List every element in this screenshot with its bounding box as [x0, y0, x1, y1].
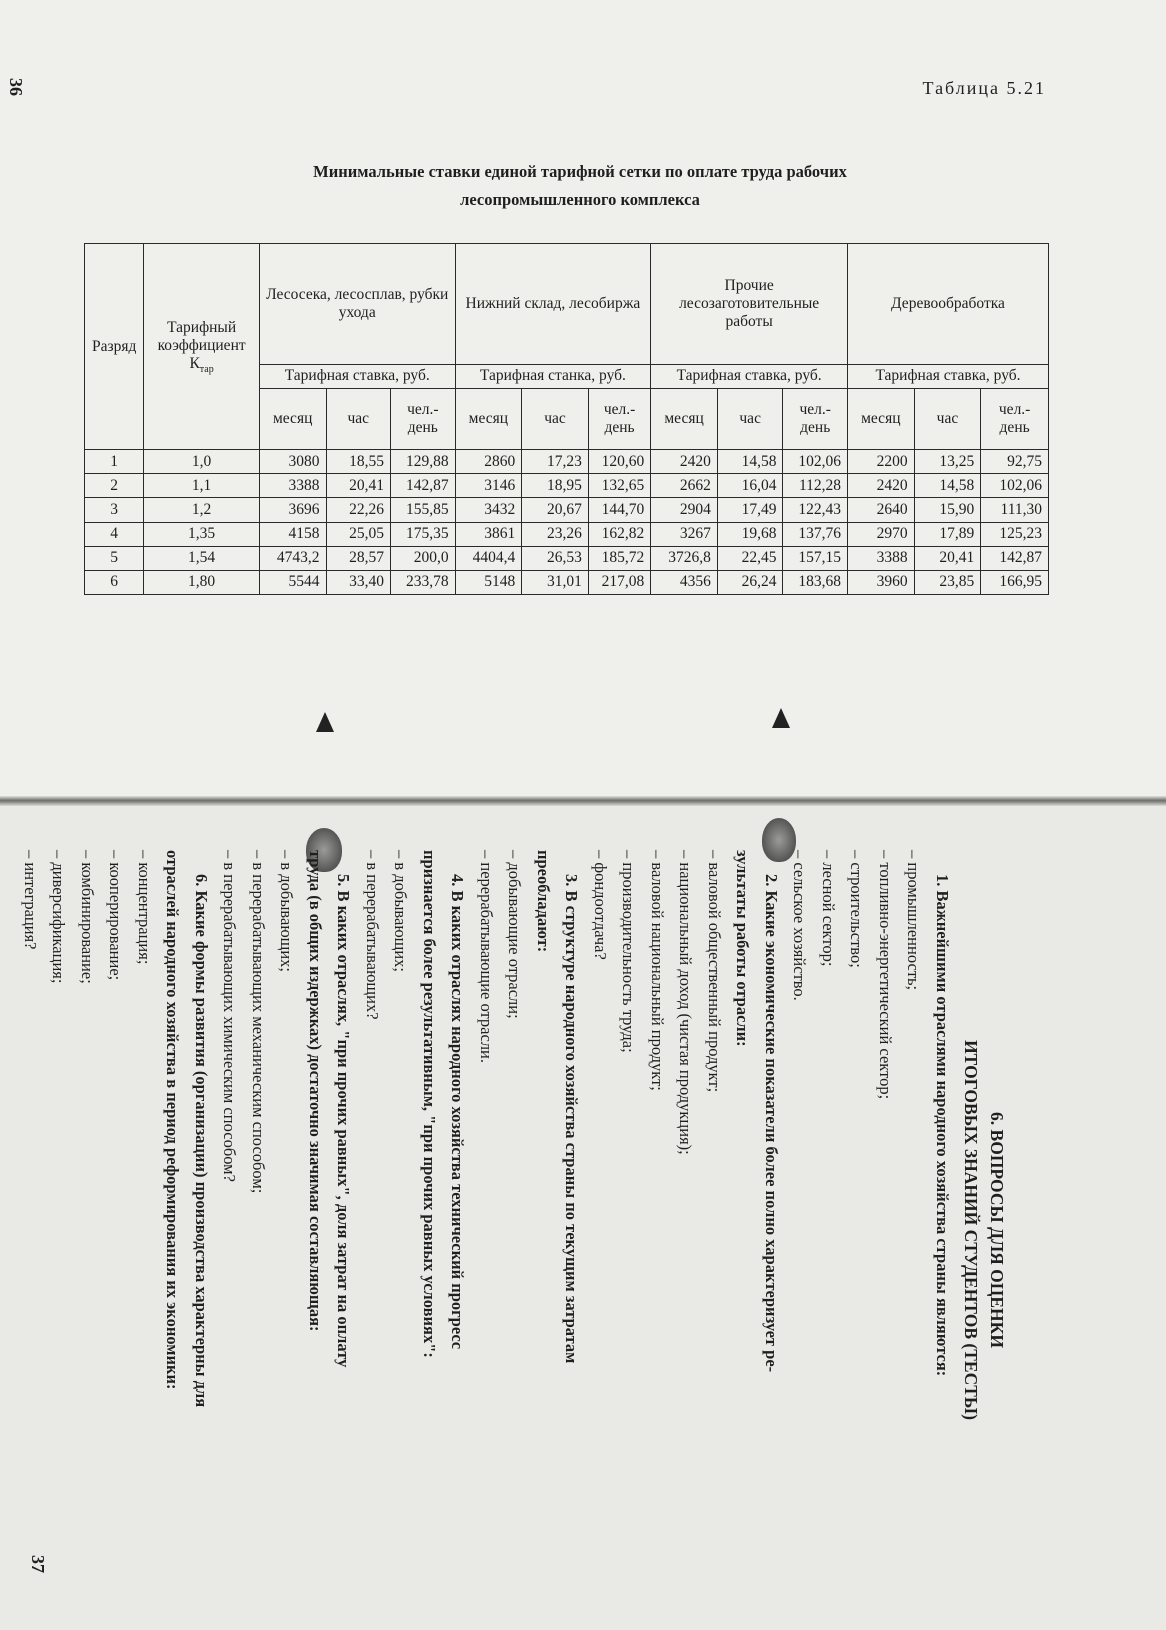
question-option: – промышленность;	[904, 850, 924, 991]
table-cell: 155,85	[391, 498, 456, 522]
table-cell: 185,72	[588, 546, 650, 570]
table-cell: 18,55	[326, 450, 391, 474]
table-cell: 111,30	[981, 498, 1049, 522]
sub-header-manday: чел.-день	[391, 388, 456, 449]
sub-header-hour: час	[717, 388, 783, 449]
table-cell: 3432	[455, 498, 522, 522]
questions-heading-line2: ИТОГОВЫХ ЗНАНИЙ СТУДЕНТОВ (ТЕСТЫ)	[961, 1040, 981, 1420]
table-cell: 122,43	[783, 498, 848, 522]
table-cell: 3388	[259, 474, 326, 498]
sub-header-month: месяц	[651, 388, 718, 449]
rate-header: Тарифная ставка, руб.	[651, 364, 848, 388]
table-cell: 233,78	[391, 570, 456, 594]
question-option: – добывающие отрасли;	[505, 850, 525, 1019]
sub-header-month: месяц	[455, 388, 522, 449]
table-cell: 6	[85, 570, 144, 594]
table-cell: 22,45	[717, 546, 783, 570]
table-cell: 23,85	[914, 570, 981, 594]
table-cell: 3726,8	[651, 546, 718, 570]
question-option: – диверсификация;	[49, 850, 69, 984]
table-cell: 17,89	[914, 522, 981, 546]
table-cell: 5544	[259, 570, 326, 594]
table-cell: 1,80	[144, 570, 260, 594]
table-cell: 4356	[651, 570, 718, 594]
question-option: – в добывающих;	[391, 850, 411, 973]
question-title: 5. В каких отраслях, "при прочих равных", доля затрат на оплату	[334, 874, 354, 1368]
table-cell: 14,58	[914, 474, 981, 498]
table-cell: 129,88	[391, 450, 456, 474]
table-body	[85, 450, 1049, 595]
table-cell: 102,06	[783, 450, 848, 474]
rate-header: Тарифная станка, руб.	[455, 364, 651, 388]
table-cell: 4404,4	[455, 546, 522, 570]
question-option: – в добывающих;	[277, 850, 297, 973]
table-cell: 31,01	[522, 570, 589, 594]
question-title-continued: признается более результативным, "при прочих равных условиях":	[420, 850, 439, 1358]
sub-header-month: месяц	[848, 388, 915, 449]
table-cell: 2860	[455, 450, 522, 474]
question-title: 3. В структуре народного хозяйства страны по текущим затратам	[562, 874, 582, 1364]
table-cell: 15,90	[914, 498, 981, 522]
table-cell: 120,60	[588, 450, 650, 474]
table-cell: 125,23	[981, 522, 1049, 546]
table-cell: 26,53	[522, 546, 589, 570]
table-cell: 137,76	[783, 522, 848, 546]
question-option: – национальный доход (чистая продукция);	[676, 850, 696, 1155]
question-title-continued: отраслей народного хозяйства в период реформирования их экономики:	[163, 850, 183, 1390]
question-q2	[586, 850, 786, 1610]
table-title-line2: лесопромышленного комплекса	[460, 190, 700, 209]
header-rank: Разряд	[85, 244, 144, 450]
table-cell: 112,28	[783, 474, 848, 498]
header-coef	[144, 244, 260, 450]
table-cell: 3	[85, 498, 144, 522]
table-cell: 5148	[455, 570, 522, 594]
rate-header: Тарифная ставка, руб.	[259, 364, 455, 388]
table-cell: 3080	[259, 450, 326, 474]
table-cell: 23,26	[522, 522, 589, 546]
group-header: Лесосека, лесосплав, рубки ухода	[259, 244, 455, 365]
question-title-continued: труда (в общих издержках) достаточно значимая составляющая:	[306, 850, 325, 1332]
table-cell: 102,06	[981, 474, 1049, 498]
table-cell: 1,54	[144, 546, 260, 570]
question-title: 1. Важнейшими отраслями народного хозяйства страны являются:	[933, 874, 952, 1377]
table-label: Таблица 5.21	[922, 78, 1046, 98]
header-coef-symbol: $К_{тар}$	[189, 354, 214, 375]
table-cell: 3960	[848, 570, 915, 594]
table-cell: 26,24	[717, 570, 783, 594]
table-cell: 2	[85, 474, 144, 498]
table-cell: 2420	[651, 450, 718, 474]
table-row	[85, 498, 1049, 522]
table-cell: 92,75	[981, 450, 1049, 474]
table-title-line1: Минимальные ставки единой тарифной сетки по оплате труда рабочих	[313, 162, 847, 181]
table-cell: 4	[85, 522, 144, 546]
table-cell: 3388	[848, 546, 915, 570]
table-cell: 3696	[259, 498, 326, 522]
page-fold	[0, 796, 1166, 806]
question-option: – интеграция?	[21, 850, 40, 950]
table-cell: 1	[85, 450, 144, 474]
question-title: 4. В каких отраслях народного хозяйства технический прогресс	[448, 874, 468, 1350]
rate-header: Тарифная ставка, руб.	[848, 364, 1049, 388]
question-option: – валовой национальный продукт;	[648, 850, 667, 1091]
sub-header-hour: час	[914, 388, 981, 449]
table-cell: 132,65	[588, 474, 650, 498]
question-option: – строительство;	[847, 850, 867, 968]
table-row	[85, 522, 1049, 546]
question-option: – топливно-энергетический сектор;	[876, 850, 895, 1100]
table-cell: 22,26	[326, 498, 391, 522]
group-header: Прочие лесозаготовительные работы	[651, 244, 848, 365]
sub-header-hour: час	[522, 388, 589, 449]
table-cell: 16,04	[717, 474, 783, 498]
question-option: – производительность труда;	[619, 850, 639, 1053]
table-cell: 3267	[651, 522, 718, 546]
question-title-continued: преобладают:	[534, 850, 553, 953]
table-cell: 33,40	[326, 570, 391, 594]
question-option: – валовой общественный продукт;	[705, 850, 724, 1093]
question-q1	[785, 850, 956, 1610]
group-header: Деревообработка	[848, 244, 1049, 365]
sub-header-manday: чел.-день	[588, 388, 650, 449]
table-cell: 1,2	[144, 498, 260, 522]
table-cell: 166,95	[981, 570, 1049, 594]
sub-header-manday: чел.-день	[783, 388, 848, 449]
sub-header-hour: час	[326, 388, 391, 449]
question-title: 2. Какие экономические показатели более полно характеризует ре-	[762, 874, 781, 1373]
table-cell: 20,67	[522, 498, 589, 522]
table-cell: 2904	[651, 498, 718, 522]
question-option: – лесной сектор;	[819, 850, 838, 967]
page-number-right: 37	[28, 1555, 48, 1573]
question-option: – перерабатывающие отрасли.	[477, 850, 496, 1064]
table-cell: 14,58	[717, 450, 783, 474]
table-cell: 183,68	[783, 570, 848, 594]
table-cell: 142,87	[391, 474, 456, 498]
question-q4	[358, 850, 472, 1610]
table-cell: 19,68	[717, 522, 783, 546]
question-option: – концентрация;	[135, 850, 154, 965]
table-cell: 2640	[848, 498, 915, 522]
question-option: – в перерабатывающих механическим способом;	[249, 850, 268, 1194]
questions-heading-line1: 6. ВОПРОСЫ ДЛЯ ОЦЕНКИ	[987, 1112, 1007, 1348]
question-option: – комбинирование;	[78, 850, 97, 984]
question-q3	[472, 850, 586, 1610]
table-cell: 5	[85, 546, 144, 570]
table-cell: 144,70	[588, 498, 650, 522]
table-cell: 28,57	[326, 546, 391, 570]
table-cell: 3861	[455, 522, 522, 546]
table-cell: 2200	[848, 450, 915, 474]
question-option: – фондоотдача?	[591, 850, 610, 960]
table-cell: 2662	[651, 474, 718, 498]
table-cell: 20,41	[914, 546, 981, 570]
table-cell: 13,25	[914, 450, 981, 474]
table-cell: 17,23	[522, 450, 589, 474]
table-cell: 162,82	[588, 522, 650, 546]
scan-mark	[772, 708, 790, 728]
table-cell: 1,35	[144, 522, 260, 546]
table-cell: 2420	[848, 474, 915, 498]
question-option: – кооперирование;	[106, 850, 126, 981]
table-row	[85, 570, 1049, 594]
table-cell: 25,05	[326, 522, 391, 546]
table-cell: 157,15	[783, 546, 848, 570]
page-number-left: 36	[6, 78, 26, 96]
question-list	[16, 850, 957, 1610]
table-cell: 142,87	[981, 546, 1049, 570]
table-cell: 1,0	[144, 450, 260, 474]
table-cell: 4158	[259, 522, 326, 546]
table-row	[85, 450, 1049, 474]
question-title-continued: зультаты работы отрасли:	[733, 850, 753, 1047]
table-row	[85, 546, 1049, 570]
table-row	[85, 474, 1049, 498]
questions-heading	[958, 850, 1010, 1610]
table-cell: 20,41	[326, 474, 391, 498]
header-coef-label: Тарифный коэффициент	[157, 318, 246, 354]
table-cell: 1,1	[144, 474, 260, 498]
table-cell: 217,08	[588, 570, 650, 594]
group-header: Нижний склад, лесобиржа	[455, 244, 651, 365]
scan-mark	[316, 712, 334, 732]
table-cell: 17,49	[717, 498, 783, 522]
question-q5	[215, 850, 358, 1610]
question-option: – в перерабатывающих?	[363, 850, 382, 1020]
sub-header-manday: чел.-день	[981, 388, 1049, 449]
table-cell: 18,95	[522, 474, 589, 498]
question-option: – сельское хозяйство.	[790, 850, 810, 1001]
table-cell: 175,35	[391, 522, 456, 546]
sub-header-month: месяц	[259, 388, 326, 449]
question-q6	[16, 850, 216, 1610]
table-cell: 200,0	[391, 546, 456, 570]
question-option: – в перерабатывающих химическим способом?	[220, 850, 240, 1182]
table-cell: 4743,2	[259, 546, 326, 570]
table-title	[240, 158, 920, 214]
table-cell: 2970	[848, 522, 915, 546]
tariff-table	[84, 243, 1049, 595]
question-title: 6. Какие формы развития (организации) производства характерны для	[192, 874, 211, 1408]
table-cell: 3146	[455, 474, 522, 498]
